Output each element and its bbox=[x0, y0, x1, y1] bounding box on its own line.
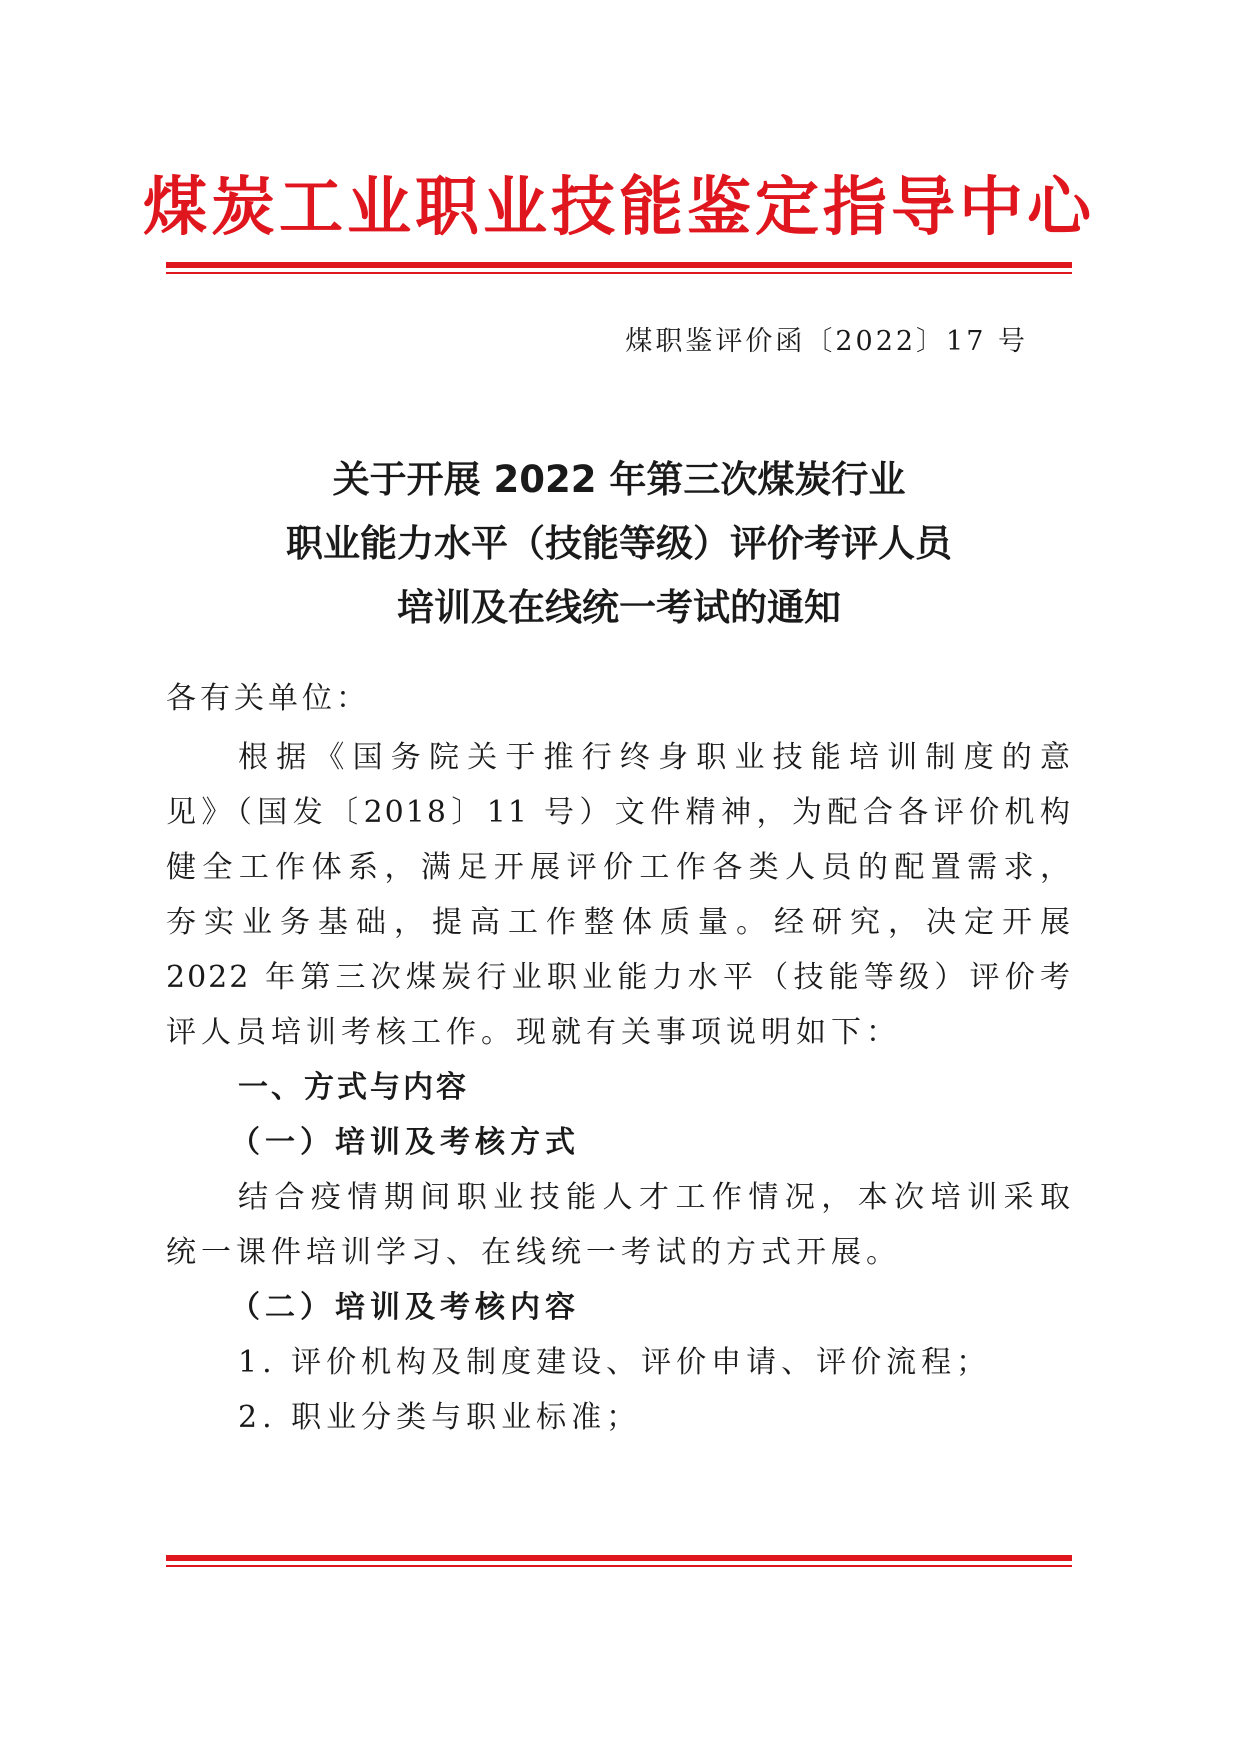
footer-rule-thin bbox=[166, 1565, 1072, 1567]
section-1-heading: 一、方式与内容 bbox=[238, 1070, 469, 1105]
subsection-2-heading: （二）培训及考核内容 bbox=[230, 1290, 580, 1325]
title-line-2: 职业能力水平（技能等级）评价考评人员 bbox=[286, 522, 952, 565]
subsection-1-heading: （一）培训及考核方式 bbox=[230, 1125, 580, 1160]
red-rule-thin bbox=[166, 272, 1072, 274]
salutation: 各有关单位： bbox=[166, 681, 370, 716]
intro-line-4: 夯实业务基础，提高工作整体质量。经研究，决定开展 bbox=[166, 905, 1072, 940]
letterhead-red-rule bbox=[166, 262, 1072, 274]
document-number: 煤职鉴评价函〔2022〕17 号 bbox=[625, 326, 1028, 357]
letterhead-organization: 煤炭工业职业技能鉴定指导中心 bbox=[143, 171, 1095, 245]
list-item-2: 2. 职业分类与职业标准； bbox=[238, 1400, 642, 1435]
intro-line-2: 见》（国发〔2018〕11 号）文件精神，为配合各评价机构 bbox=[166, 795, 1072, 830]
document-title bbox=[0, 448, 1238, 640]
list-item-1: 1. 评价机构及制度建设、评价申请、评价流程； bbox=[238, 1345, 992, 1380]
red-rule-thick bbox=[166, 262, 1072, 268]
title-line-1: 关于开展 2022 年第三次煤炭行业 bbox=[332, 458, 906, 501]
intro-line-6: 评人员培训考核工作。现就有关事项说明如下： bbox=[166, 1015, 901, 1050]
footer-rule-thick bbox=[166, 1555, 1072, 1561]
intro-line-3: 健全工作体系，满足开展评价工作各类人员的配置需求， bbox=[166, 850, 1072, 885]
subsection-1-line-1: 结合疫情期间职业技能人才工作情况，本次培训采取 bbox=[238, 1180, 1072, 1215]
subsection-1-line-2: 统一课件培训学习、在线统一考试的方式开展。 bbox=[166, 1235, 901, 1270]
intro-line-5: 2022 年第三次煤炭行业职业能力水平（技能等级）评价考 bbox=[166, 960, 1072, 995]
intro-line-1: 根据《国务院关于推行终身职业技能培训制度的意 bbox=[238, 740, 1072, 775]
footer-red-rule bbox=[166, 1555, 1072, 1567]
title-line-3: 培训及在线统一考试的通知 bbox=[397, 586, 841, 629]
